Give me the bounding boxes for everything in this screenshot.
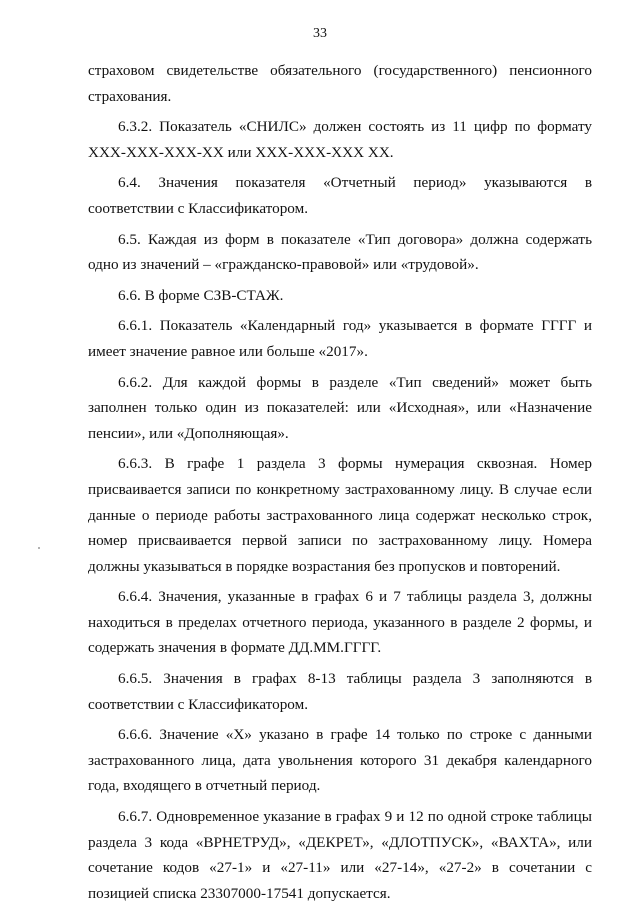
paragraph-6-6: 6.6. В форме СЗВ-СТАЖ. xyxy=(118,286,284,304)
paragraph-6-5: 6.5. Каждая из форм в показателе «Тип договора» должна содержать одно из значений – «гражданско-правовой» или «трудовой». xyxy=(88,230,592,274)
paragraph-6-6-7: 6.6.7. Одновременное указание в графах 9 и 12 по одной строке таблицы раздела 3 кода «ВРНЕТРУД», «ДЕКРЕТ», «ДЛОТПУСК», «ВАХТА», или сочетание кодов «27-1» и «27-11» или «27-14», «27-2» в сочетании с позицией списка 23307000-17541 допускается. xyxy=(88,808,592,902)
paragraph-6-6-4: 6.6.4. Значения, указанные в графах 6 и 7 таблицы раздела 3, должны находиться в пределах отчетного периода, указанного в разделе 2 формы, и содержать значения в формате ДД.ММ.ГГГГ. xyxy=(88,588,592,657)
paragraph-6-3-2: 6.3.2. Показатель «СНИЛС» должен состоять из 11 цифр по формату XXX-XXX-XXX-XX или XXX-XXX-XXX XX. xyxy=(88,118,592,161)
paragraph-6-4: 6.4. Значения показателя «Отчетный период» указываются в соответствии с Классификатором. xyxy=(88,174,592,217)
paragraph-6-6-1: 6.6.1. Показатель «Календарный год» указывается в формате ГГГГ и имеет значение равное или больше «2017». xyxy=(88,317,592,360)
document-body xyxy=(88,58,592,911)
page-number: 33 xyxy=(313,26,327,41)
paragraph-6-6-6: 6.6.6. Значение «Х» указано в графе 14 только по строке с данными застрахованного лица, дата увольнения которого 31 декабря календарного года, входящего в отчетный период. xyxy=(88,726,592,795)
scan-speck xyxy=(38,547,40,549)
paragraph-6-6-3: 6.6.3. В графе 1 раздела 3 формы нумерация сквозная. Номер присваивается записи по конкретному застрахованному лицу. В случае если данные о периоде работы застрахованного лица содержат несколько строк, номер присваивается первой записи по застрахованному лицу. Номера должны указываться в порядке возрастания без пропусков и повторений. xyxy=(88,455,592,575)
paragraph-continuation: страховом свидетельстве обязательного (государственного) пенсионного страхования. xyxy=(88,62,592,105)
paragraph-6-6-5: 6.6.5. Значения в графах 8-13 таблицы раздела 3 заполняются в соответствии с Классификатором. xyxy=(88,670,592,713)
paragraph-6-6-2: 6.6.2. Для каждой формы в разделе «Тип сведений» может быть заполнен только один из показателей: или «Исходная», или «Назначение пенсии», или «Дополняющая». xyxy=(88,373,592,442)
